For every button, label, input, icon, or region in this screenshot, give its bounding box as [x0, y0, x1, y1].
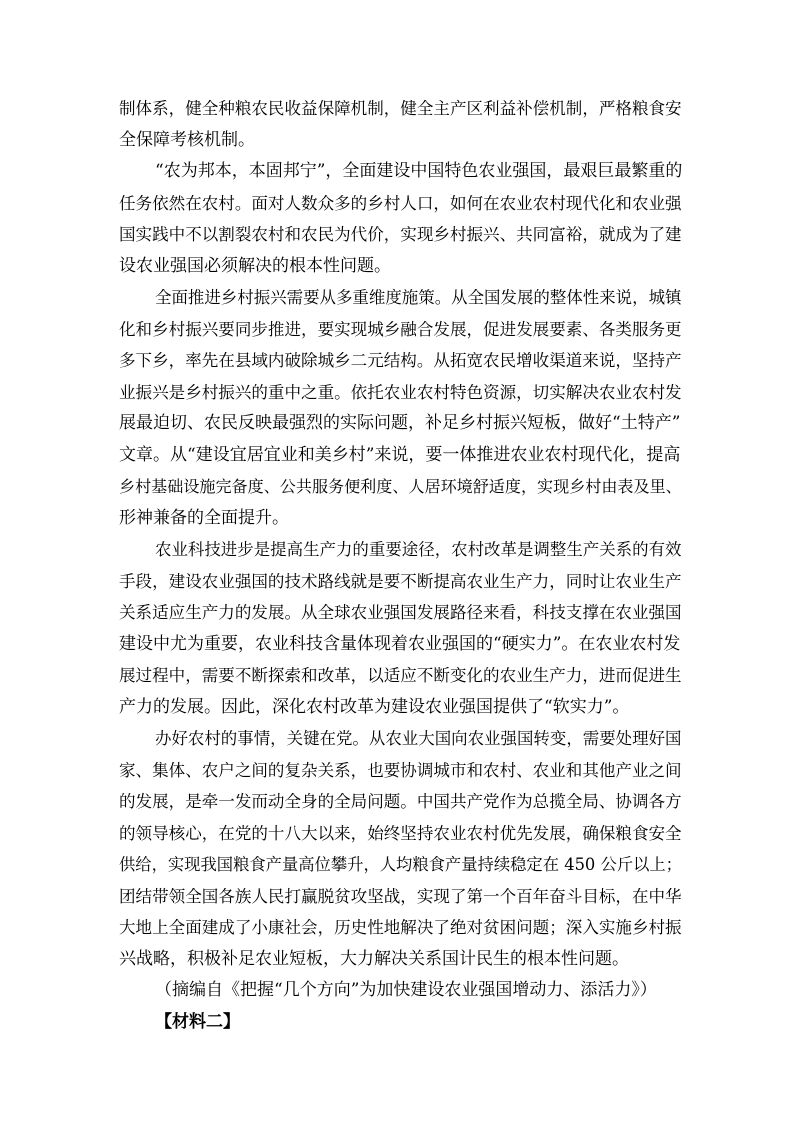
text-line: 任务依然在农村。面对人数众多的乡村人口，如何在农业农村现代化和农业强 [119, 193, 682, 213]
text-line: 的发展，是牵一发而动全身的全局问题。中国共产党作为总揽全局、协调各方 [119, 792, 682, 811]
text-line: 的领导核心，在党的十八大以来，始终坚持农业农村优先发展，确保粮食安全 [119, 823, 682, 843]
text-line: 手段，建设农业强国的技术路线就是要不断提高农业生产力，同时让农业生产 [119, 571, 682, 591]
text-line: 化和乡村振兴要同步推进，要实现城乡融合发展，促进发展要素、各类服务更 [119, 319, 682, 339]
section-heading: 【材料二】 [155, 1011, 240, 1032]
text-line: 业振兴是乡村振兴的重中之重。依托农业农村特色资源，切实解决农业农村发 [119, 382, 682, 402]
text-line: 国实践中不以割裂农村和农民为代价，实现乡村振兴、共同富裕，就成为了建 [119, 225, 682, 244]
paragraph-start-line: 农业科技进步是提高生产力的重要途径，农村改革是调整生产关系的有效 [155, 540, 682, 559]
text-line: 大地上全面建成了小康社会，历史性地解决了绝对贫困问题；深入实施乡村振 [119, 918, 682, 937]
text-line: 家、集体、农户之间的复杂关系，也要协调城市和农村、农业和其他产业之间 [119, 760, 682, 780]
text-line: 供给，实现我国粮食产量高位攀升，人均粮食产量持续稳定在 450 公斤以上； [119, 855, 682, 874]
text-line: 多下乡，率先在县域内破除城乡二元结构。从拓宽农民增收渠道来说，坚持产 [119, 351, 682, 370]
text-line: 制体系，健全种粮农民收益保障机制，健全主产区利益补偿机制，严格粮食安 [119, 99, 682, 118]
text-line: 展过程中，需要不断探索和改革，以适应不断变化的农业生产力，进而促进生 [119, 666, 682, 685]
text-line: 兴战略，积极补足农业短板，大力解决关系国计民生的根本性问题。 [119, 948, 629, 969]
source-citation: （摘编自《把握“几个方向”为加快建设农业强国增动力、添活力》） [155, 980, 657, 1000]
text-line: 文章。从“建设宜居宜业和美乡村”来说，要一体推进农业农村现代化，提高 [119, 444, 681, 465]
document-page [119, 93, 682, 1038]
paragraph-start-line: “农为邦本，本固邦宁”，全面建设中国特色农业强国，最艰巨最繁重的 [155, 161, 683, 181]
text-line: 团结带领全国各族人民打赢脱贫攻坚战，实现了第一个百年奋斗目标，在中华 [119, 886, 682, 906]
text-line: 全保障考核机制。 [119, 129, 255, 150]
text-line: 乡村基础设施完备度、公共服务便利度、人居环境舒适度，实现乡村由表及里、 [119, 477, 682, 496]
text-line: 展最迫切、农民反映最强烈的实际问题，补足乡村振兴短板，做好“土特产” [119, 413, 681, 433]
text-line: 建设中尤为重要，农业科技含量体现着农业强国的“硬实力”。在农业农村发 [119, 633, 681, 654]
text-line: 产力的发展。因此，深化农村改革为建设农业强国提供了“软实力”。 [119, 696, 630, 717]
text-line: 设农业强国必须解决的根本性问题。 [119, 255, 391, 276]
text-line: 形神兼备的全面提升。 [119, 507, 289, 528]
text-line: 关系适应生产力的发展。从全球农业强国发展路径来看，科技支撑在农业强国 [119, 603, 682, 622]
paragraph-start-line: 全面推进乡村振兴需要从多重维度施策。从全国发展的整体性来说，城镇 [155, 288, 682, 307]
paragraph-start-line: 办好农村的事情，关键在党。从农业大国向农业强国转变，需要处理好国 [155, 729, 682, 748]
